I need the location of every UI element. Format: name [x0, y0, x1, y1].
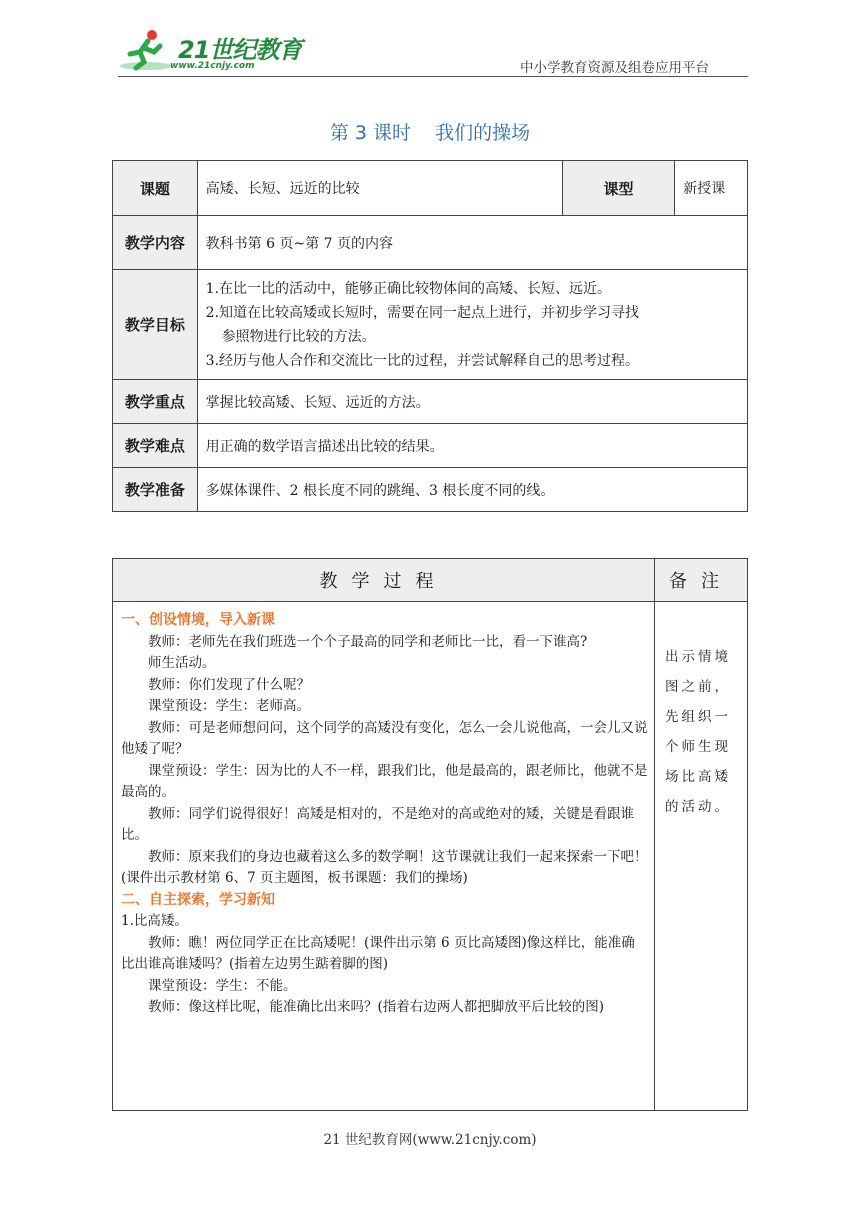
paragraph: 教师：老师先在我们班选一个个子最高的同学和老师比一比，看一下谁高?: [148, 633, 588, 650]
logo: [118, 28, 302, 74]
goal-row: [113, 270, 748, 380]
paragraph: 课堂预设：学生：老师高。: [148, 698, 310, 714]
process-body-row: [113, 602, 748, 1111]
topic-row: [113, 161, 748, 216]
difficulty-row: [113, 424, 748, 468]
topic-label: 课题: [113, 161, 198, 216]
content-value: 教科书第 6 页~第 7 页的内容: [197, 216, 747, 270]
paragraph: 教师：可是老师想问问，这个同学的高矮没有变化，怎么一会儿说他高，一会儿又说他矮了呢？: [121, 719, 648, 757]
goal-list: [197, 270, 747, 380]
lesson-info-table: [112, 160, 748, 512]
paragraph: 1.比高矮。: [121, 913, 188, 929]
key-value: 掌握比较高矮、长短、远近的方法。: [197, 380, 747, 424]
paragraph: 教师：同学们说得很好！高矮是相对的，不是绝对的高或绝对的矮，关键是看跟谁比。: [121, 805, 634, 843]
section-heading: 二、自主探索，学习新知: [121, 891, 275, 908]
paragraph: 教师：像这样比呢，能准确比出来吗？(指着右边两人都把脚放平后比较的图): [148, 999, 605, 1015]
runner-logo-icon: [118, 28, 174, 72]
process-header-row: [113, 559, 748, 602]
platform-name: 中小学教育资源及组卷应用平台: [520, 60, 709, 76]
difficulty-value: 用正确的数学语言描述出比较的结果。: [197, 424, 747, 468]
goal-item: 2.知道在比较高矮或长短时，需要在同一起点上进行，并初步学习寻找: [205, 304, 640, 321]
paragraph: 教师：你们发现了什么呢？: [148, 676, 310, 693]
content-row: [113, 216, 748, 270]
process-table: [112, 558, 748, 1111]
key-row: [113, 380, 748, 424]
goal-item: 参照物进行比较的方法。: [221, 328, 376, 345]
logo-text: 21世纪教育: [178, 36, 302, 64]
paragraph: 师生活动。: [148, 655, 216, 671]
goal-item: 1.在比一比的活动中，能够正确比较物体间的高矮、长短、远近。: [205, 280, 612, 297]
goal-label: 教学目标: [113, 270, 198, 380]
section-heading: 一、创设情境，导入新课: [121, 612, 275, 628]
difficulty-label: 教学难点: [113, 424, 198, 468]
key-label: 教学重点: [113, 380, 198, 424]
note-header: 备注: [655, 559, 748, 602]
goal-item: 3.经历与他人合作和交流比一比的过程，并尝试解释自己的思考过程。: [205, 352, 640, 369]
paragraph: 课堂预设：学生：不能。: [148, 977, 297, 994]
page-title: 第 3 课时 我们的操场: [329, 122, 531, 144]
logo-url: www.21cnjy.com: [170, 61, 255, 71]
header-divider: [118, 76, 748, 77]
type-value: 新授课: [675, 161, 748, 216]
page-footer: 21 世纪教育网(www.21cnjy.com): [323, 1132, 537, 1148]
paragraph: 课堂预设：学生：因为比的人不一样，跟我们比，他是最高的，跟老师比，他就不是最高的。: [121, 762, 648, 800]
paragraph: 教师：瞧！两位同学正在比高矮呢！(课件出示第 6 页比高矮图)像这样比，能准确比出谁高谁矮吗？(指着左边男生踮着脚的图): [121, 934, 635, 972]
prep-row: [113, 468, 748, 512]
prep-label: 教学准备: [113, 468, 198, 512]
process-body: [113, 602, 655, 1111]
note-text: 出示情境图之前，先组织一个师生现场比高矮的活动。: [655, 602, 748, 1111]
prep-value: 多媒体课件、2 根长度不同的跳绳、3 根长度不同的线。: [197, 468, 747, 512]
process-header: 教学过程: [113, 559, 655, 602]
type-label: 课型: [562, 161, 674, 216]
content-label: 教学内容: [113, 216, 198, 270]
paragraph: 教师：原来我们的身边也藏着这么多的数学啊！这节课就让我们一起来探索一下吧！(课件出示教材第 6、7 页主题图，板书课题：我们的操场): [121, 848, 648, 886]
topic-value: 高矮、长短、远近的比较: [197, 161, 562, 216]
page-header: [0, 0, 860, 80]
